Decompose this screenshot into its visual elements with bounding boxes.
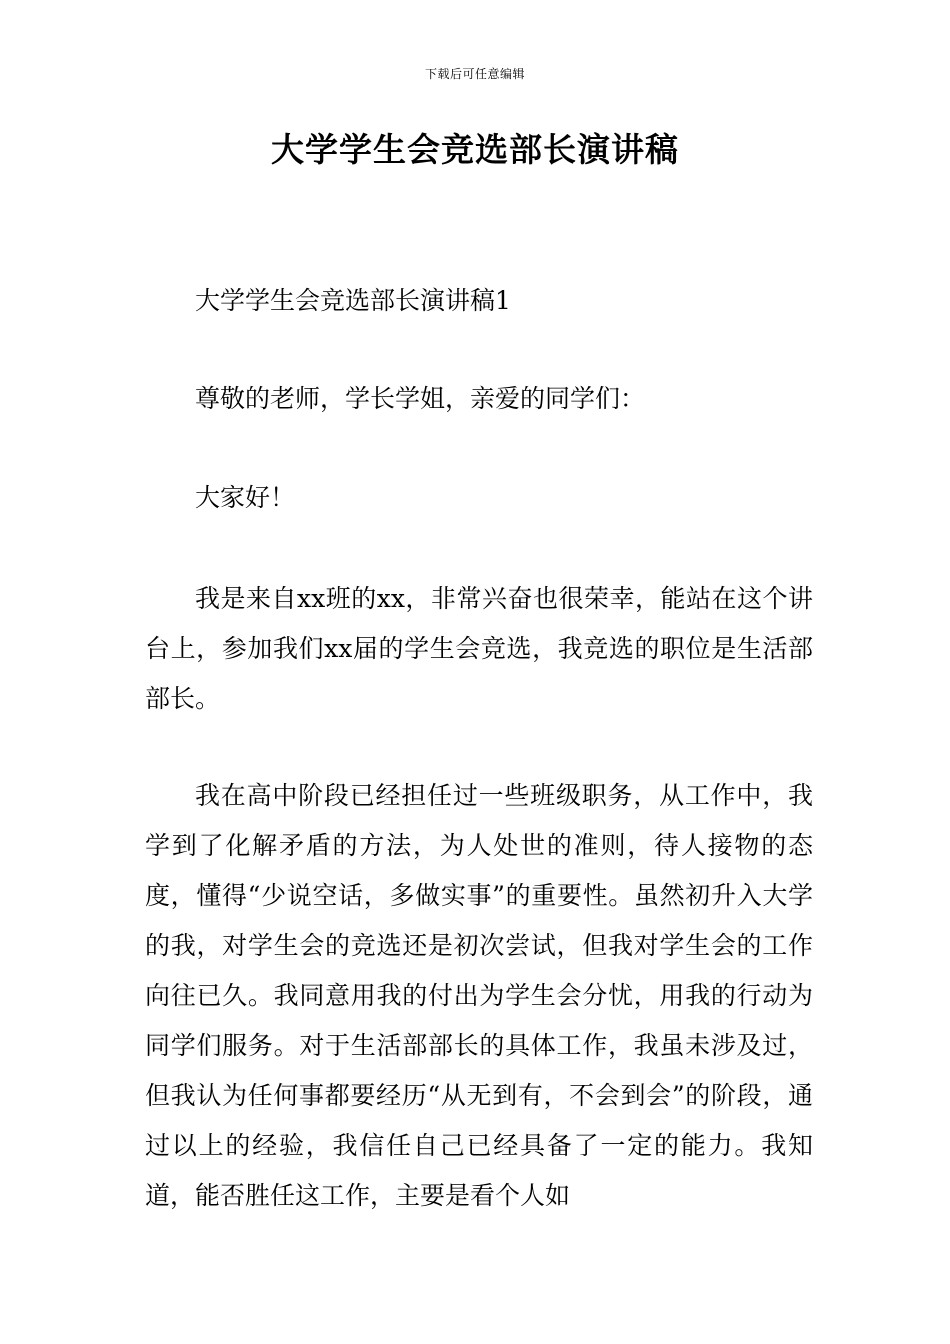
intro-paragraph: 我是来自xx班的xx，非常兴奋也很荣幸，能站在这个讲台上，参加我们xx届的学生会竞选，我竞选的职位是生活部部长。: [145, 584, 813, 713]
experience-paragraph: 我在高中阶段已经担任过一些班级职务，从工作中，我学到了化解矛盾的方法，为人处世的准则，待人接物的态度，懂得“少说空话，多做实事”的重要性。虽然初升入大学的我，对学生会的竞选还是初次尝试，但我对学生会的工作向往已久。我同意用我的付出为学生会分忧，用我的行动为同学们服务。对于生活部部长的具体工作，我虽未涉及过，但我认为任何事都要经历“从无到有，不会到会”的阶段，通过以上的经验，我信任自己已经具备了一定的能力。我知道，能否胜任这工作，主要是看个人如: [145, 781, 813, 1210]
section-heading-paragraph: 大学学生会竞选部长演讲稿1: [195, 286, 511, 315]
hello-paragraph: 大家好！: [195, 483, 296, 512]
greeting-paragraph: 尊敬的老师，学长学姐，亲爱的同学们：: [195, 384, 646, 413]
header-note: 下载后可任意编辑: [424, 67, 525, 81]
document-title: 大学学生会竞选部长演讲稿: [271, 130, 679, 169]
